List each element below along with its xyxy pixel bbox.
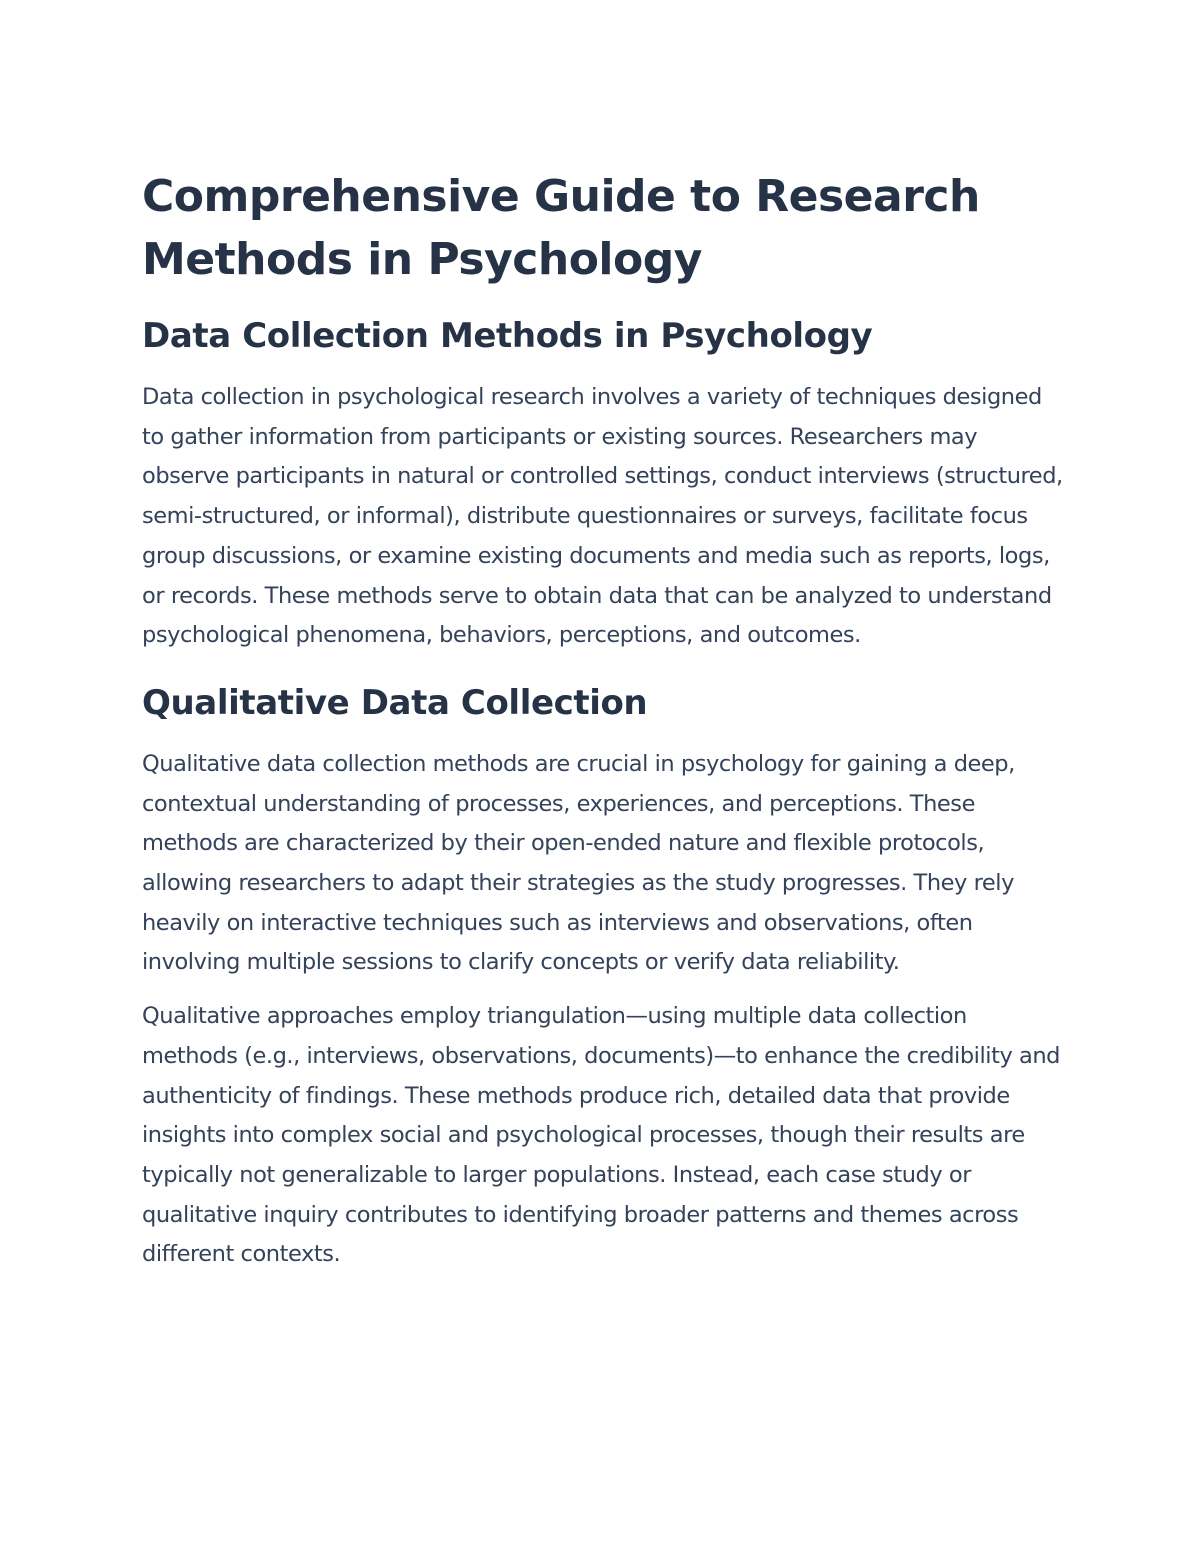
document-title: Comprehensive Guide to Research Methods in Psychology	[142, 171, 980, 285]
section-paragraph: Data collection in psychological research involves a variety of techniques designed to gather information from participants or existing sources. Researchers may observe participants in natural or controlled settings, conduct interviews (structured, semi-structured, or informal), distribute questionnaires or surveys, facilitate focus group discussions, or examine existing documents and media such as reports, logs, or records. These methods serve to obtain data that can be analyzed to understand psychological phenomena, behaviors, perceptions, and outcomes.	[142, 384, 1063, 649]
section-paragraph: Qualitative approaches employ triangulation—using multiple data collection methods (e.g., interviews, observations, documents)—to enhance the credibility and authenticity of findings. These methods produce rich, detailed data that provide insights into complex social and psychological processes, though their results are typically not generalizable to larger populations. Instead, each case study or qualitative inquiry contributes to identifying broader patterns and themes across different contexts.	[142, 1003, 1061, 1268]
section-heading-qualitative: Qualitative Data Collection	[142, 682, 648, 723]
document-page	[142, 165, 1067, 1275]
section-heading-data-collection: Data Collection Methods in Psychology	[142, 316, 873, 356]
section-paragraph: Qualitative data collection methods are crucial in psychology for gaining a deep, contextual understanding of processes, experiences, and perceptions. These methods are characterized by their open-ended nature and flexible protocols, allowing researchers to adapt their strategies as the study progresses. They rely heavily on interactive techniques such as interviews and observations, often involving multiple sessions to clarify concepts or verify data reliability.	[142, 750, 1015, 976]
